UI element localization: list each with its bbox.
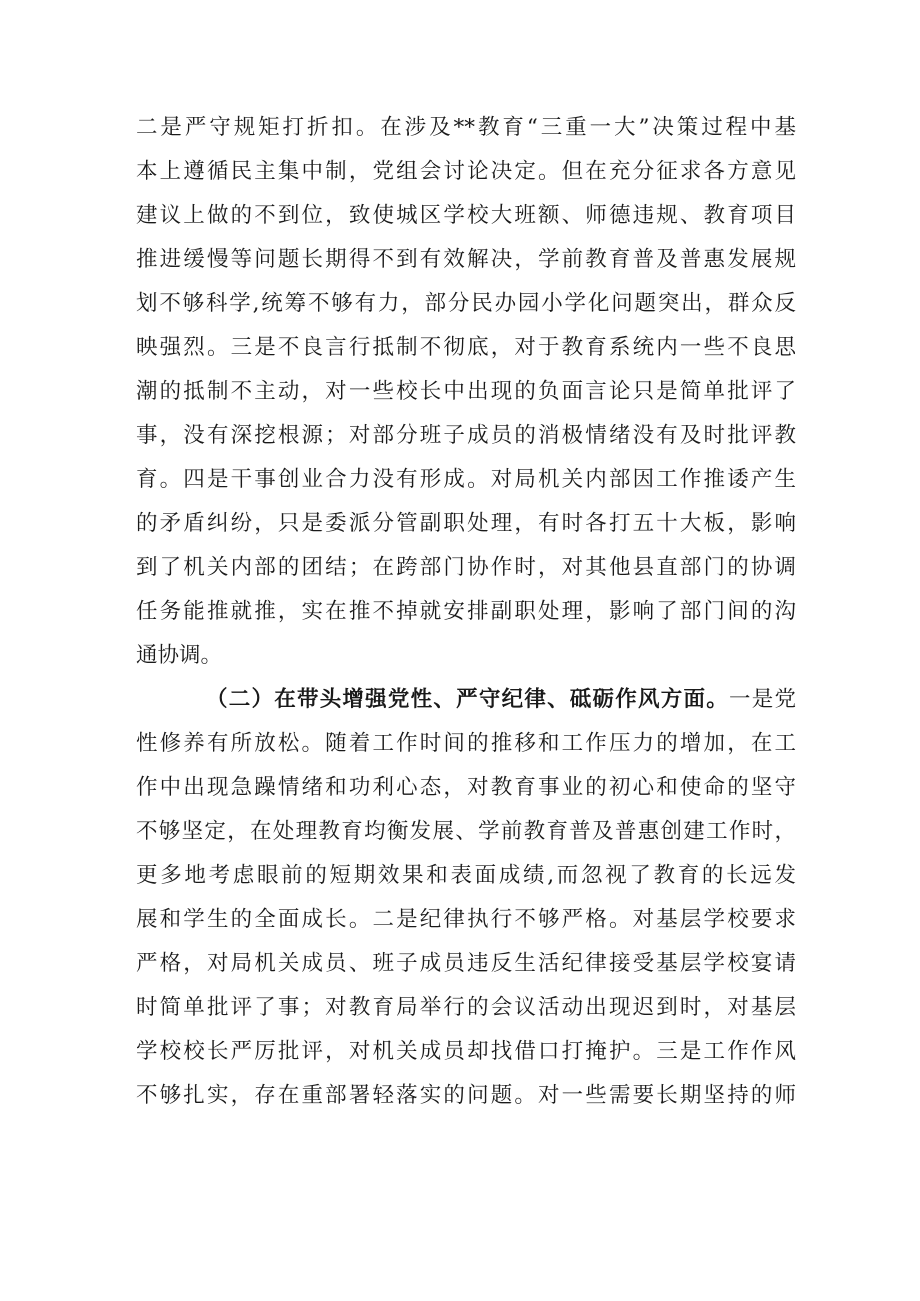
paragraph-line: 性修养有所放松。随着工作时间的推移和工作压力的增加，在工 [136, 731, 796, 756]
paragraph-line: 到了机关内部的团结；在跨部门协作时，对其他县直部门的协调 [136, 555, 796, 580]
paragraph-line: 本上遵循民主集中制，党组会讨论决定。但在充分征求各方意见 [136, 159, 796, 184]
paragraph-line: 任务能推就推，实在推不掉就安排副职处理，影响了部门间的沟 [136, 599, 796, 624]
paragraph-line: 划不够科学,统筹不够有力，部分民办园小学化问题突出，群众反 [136, 291, 796, 316]
paragraph-line: 映强烈。三是不良言行抵制不彻底，对于教育系统内一些不良思 [136, 335, 796, 360]
paragraph-line: 通协调。 [136, 643, 223, 668]
section-heading-rest: 一是党 [729, 687, 796, 712]
section-heading-line [206, 680, 796, 720]
paragraph-line: 推进缓慢等问题长期得不到有效解决，学前教育普及普惠发展规 [136, 247, 796, 272]
paragraph-line: 建议上做的不到位，致使城区学校大班额、师德违规、教育项目 [136, 203, 796, 228]
paragraph-line: 学校校长严厉批评，对机关成员却找借口打掩护。三是工作作风 [136, 1039, 796, 1064]
paragraph-line: 时简单批评了事；对教育局举行的会议活动出现迟到时，对基层 [136, 995, 796, 1020]
paragraph-line: 潮的抵制不主动，对一些校长中出现的负面言论只是简单批评了 [136, 379, 796, 404]
paragraph-line: 更多地考虑眼前的短期效果和表面成绩,而忽视了教育的长远发 [136, 863, 796, 888]
paragraph-line: 事，没有深挖根源；对部分班子成员的消极情绪没有及时批评教 [136, 423, 796, 448]
paragraph-line: 不够坚定，在处理教育均衡发展、学前教育普及普惠创建工作时， [136, 819, 796, 844]
section-heading: （二）在带头增强党性、严守纪律、砥砺作风方面。 [206, 687, 729, 712]
paragraph-line: 不够扎实，存在重部署轻落实的问题。对一些需要长期坚持的师 [136, 1083, 796, 1108]
paragraph-line: 展和学生的全面成长。二是纪律执行不够严格。对基层学校要求 [136, 907, 796, 932]
paragraph-line: 二是严守规矩打折扣。在涉及**教育“三重一大”决策过程中基 [136, 115, 796, 140]
paragraph-line: 的矛盾纠纷，只是委派分管副职处理，有时各打五十大板，影响 [136, 511, 796, 536]
paragraph-line: 作中出现急躁情绪和功利心态，对教育事业的初心和使命的坚守 [136, 775, 796, 800]
paragraph-line: 育。四是干事创业合力没有形成。对局机关内部因工作推诿产生 [136, 467, 796, 492]
paragraph-line: 严格，对局机关成员、班子成员违反生活纪律接受基层学校宴请 [136, 951, 796, 976]
